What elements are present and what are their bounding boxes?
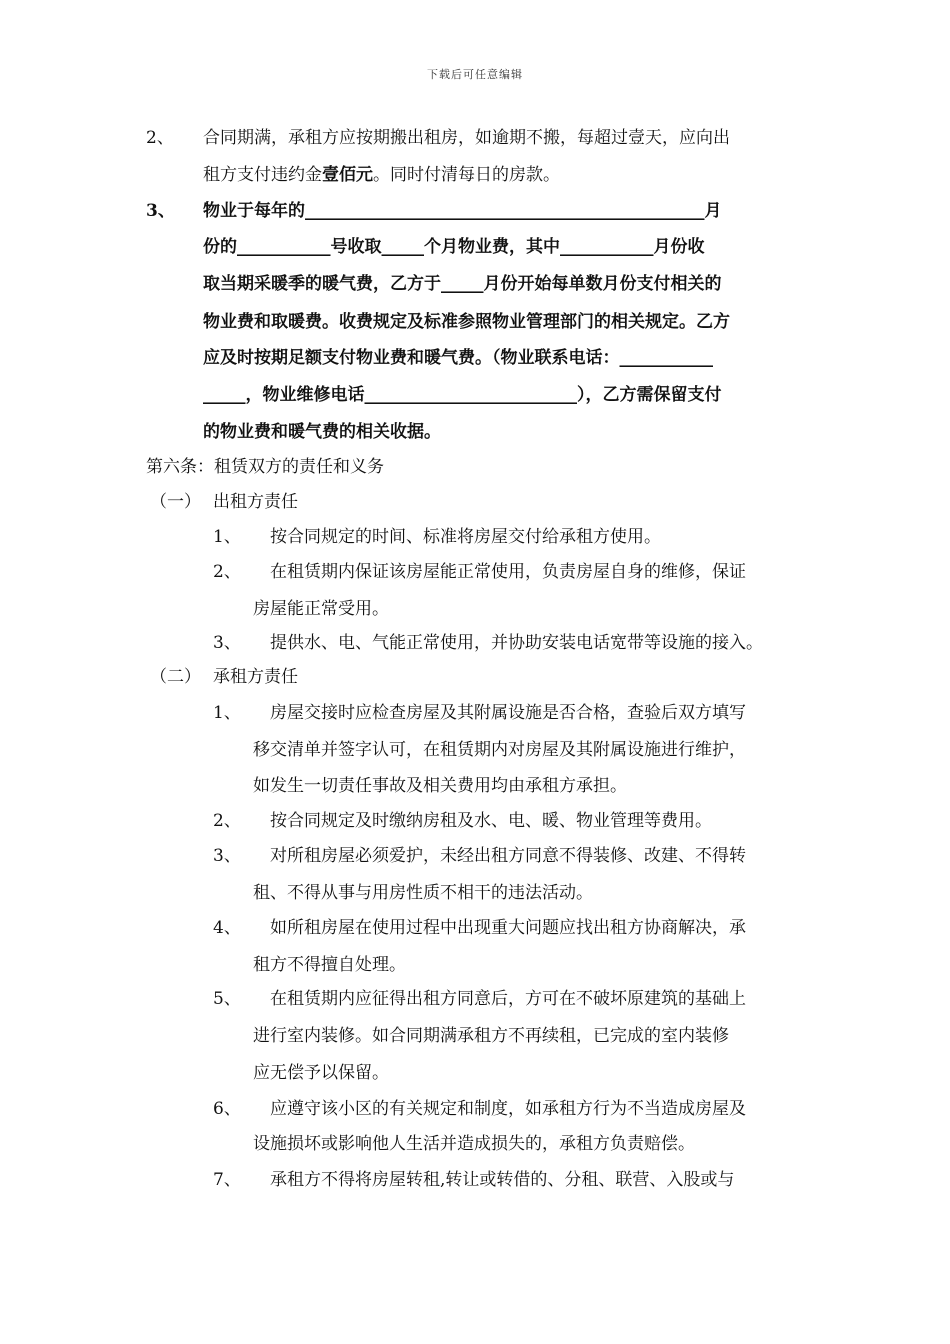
item3-line6: _____，物业维修电话_________________________），乙方需保留支付 (203, 385, 722, 405)
page-header: 下载后可任意编辑 (427, 68, 523, 81)
section2-title: 承租方责任 (213, 667, 298, 687)
s2-item6-line2: 设施损坏或影响他人生活并造成损失的，承租方负责赔偿。 (253, 1134, 695, 1154)
s2-item4-number: 4、 (213, 918, 241, 938)
s2-item5-line2: 进行室内装修。如合同期满承租方不再续租，已完成的室内装修 (253, 1026, 729, 1046)
s2-item2-number: 2、 (213, 811, 241, 831)
s2-item3-line1: 对所租房屋必须爱护，未经出租方同意不得装修、改建、不得转 (270, 846, 746, 866)
item3-line1: 物业于每年的_______________________________________________月 (203, 201, 722, 221)
s2-item6-number: 6、 (213, 1099, 241, 1119)
s2-item1-line3: 如发生一切责任事故及相关费用均由承租方承担。 (253, 776, 627, 796)
s2-item1-line1: 房屋交接时应检查房屋及其附属设施是否合格，查验后双方填写 (270, 703, 746, 723)
s2-item5-line3: 应无偿予以保留。 (253, 1063, 389, 1083)
s2-item7-line1: 承租方不得将房屋转租,转让或转借的、分租、联营、入股或与 (270, 1170, 735, 1190)
item2-line2-a: 租方支付违约金 (203, 165, 322, 185)
item3-line3: 取当期采暖季的暖气费，乙方于_____月份开始每单数月份支付相关的 (203, 274, 722, 294)
s1-item2-line2: 房屋能正常受用。 (253, 599, 389, 619)
s2-item3-number: 3、 (213, 846, 241, 866)
section2-label: （二） (150, 667, 201, 687)
s2-item4-line2: 租方不得擅自处理。 (253, 955, 406, 975)
s2-item5-number: 5、 (213, 989, 241, 1009)
s1-item3-number: 3、 (213, 633, 241, 653)
s1-item1-number: 1、 (213, 527, 241, 547)
s2-item2-line1: 按合同规定及时缴纳房租及水、电、暖、物业管理等费用。 (270, 811, 712, 831)
item2-line1: 合同期满，承租方应按期搬出租房，如逾期不搬，每超过壹天，应向出 (203, 128, 730, 148)
s2-item4-line1: 如所租房屋在使用过程中出现重大问题应找出租方协商解决，承 (270, 918, 746, 938)
section1-title: 出租方责任 (213, 492, 298, 512)
s1-item2-line1: 在租赁期内保证该房屋能正常使用，负责房屋自身的维修，保证 (270, 562, 746, 582)
item3-number: 3、 (146, 201, 175, 221)
item3-line7: 的物业费和暖气费的相关收据。 (203, 422, 441, 442)
item2-line2-c: 。同时付清每日的房款。 (373, 165, 560, 185)
s2-item6-line1: 应遵守该小区的有关规定和制度，如承租方行为不当造成房屋及 (270, 1099, 746, 1119)
s2-item1-line2: 移交清单并签字认可，在租赁期内对房屋及其附属设施进行维护， (253, 740, 746, 760)
s1-item3-line1: 提供水、电、气能正常使用，并协助安装电话宽带等设施的接入。 (270, 633, 763, 653)
item2-penalty-amount: 壹佰元 (322, 165, 373, 185)
s2-item1-number: 1、 (213, 703, 241, 723)
article6-title: 第六条：租赁双方的责任和义务 (146, 457, 384, 477)
section1-label: （一） (150, 492, 201, 512)
s1-item2-number: 2、 (213, 562, 241, 582)
item2-number: 2、 (146, 128, 174, 148)
item3-line5: 应及时按期足额支付物业费和暖气费。（物业联系电话：___________ (203, 348, 713, 368)
item3-line4: 物业费和取暖费。收费规定及标准参照物业管理部门的相关规定。乙方 (203, 312, 730, 332)
s2-item3-line2: 租、不得从事与用房性质不相干的违法活动。 (253, 883, 593, 903)
item3-line2: 份的___________号收取_____个月物业费，其中___________月份收 (203, 237, 705, 257)
s1-item1-line1: 按合同规定的时间、标准将房屋交付给承租方使用。 (270, 527, 661, 547)
s2-item7-number: 7、 (213, 1170, 241, 1190)
s2-item5-line1: 在租赁期内应征得出租方同意后，方可在不破坏原建筑的基础上 (270, 989, 746, 1009)
item2-line2 (203, 164, 560, 186)
